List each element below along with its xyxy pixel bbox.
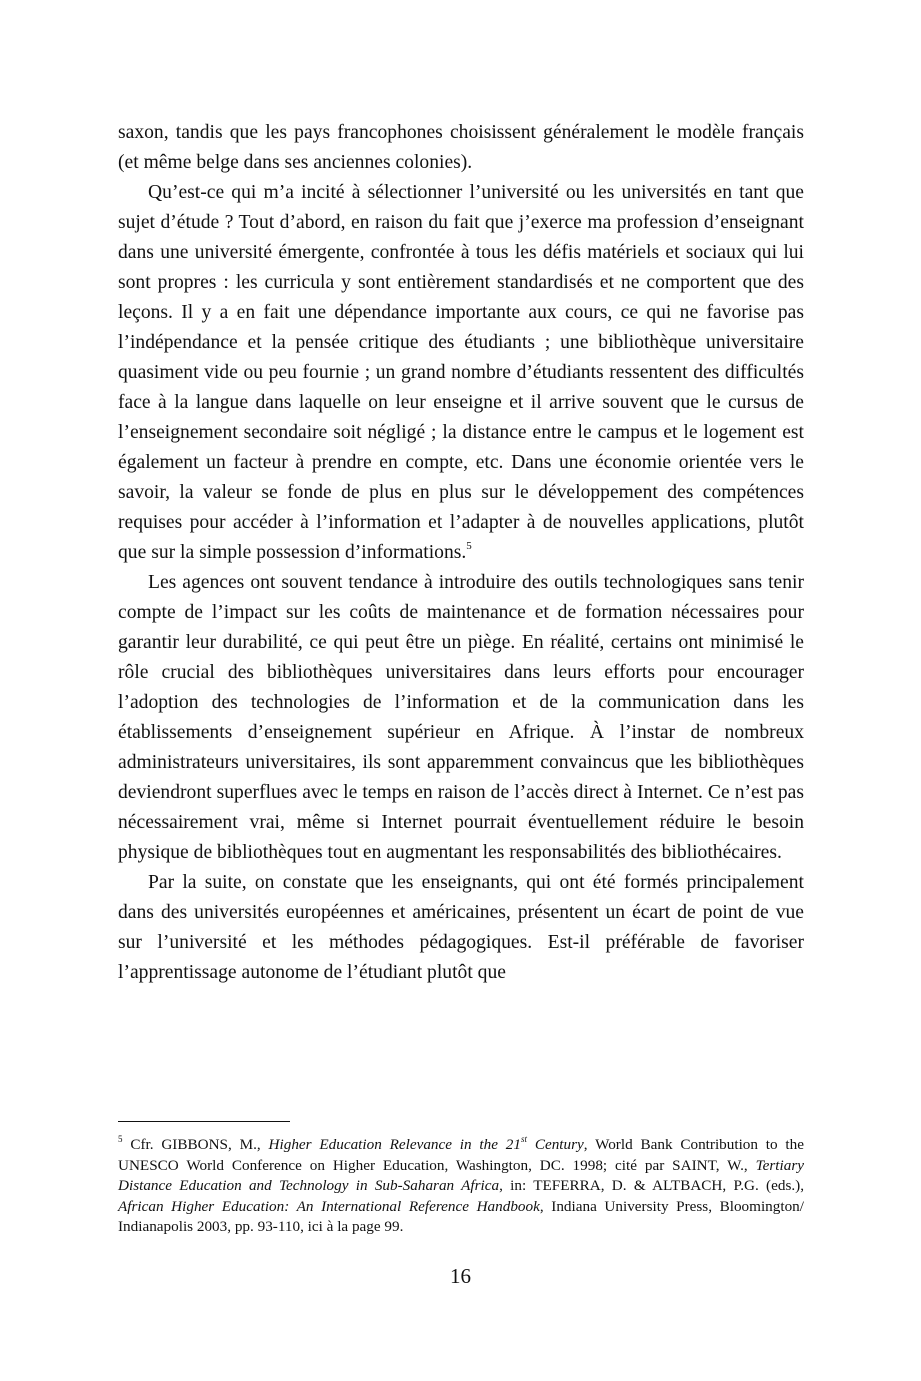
paragraph-continuation: saxon, tandis que les pays francophones choisissent généralement le modèle français (et même belge dans ses anciennes colonies). bbox=[118, 122, 804, 173]
footnote-title-3: African Higher Education: An International Reference Handbook bbox=[118, 1197, 540, 1215]
footnote-title-2: Tertiary Distance Education and Technology in Sub-Saharan Africa bbox=[118, 1156, 804, 1194]
footnote-number: 5 bbox=[118, 1133, 123, 1144]
footnote-separator bbox=[118, 1121, 290, 1122]
page-number: 16 bbox=[450, 1264, 471, 1288]
footnote-title-1: Higher Education Relevance in the 21st Century bbox=[268, 1133, 584, 1153]
body-text bbox=[118, 118, 804, 988]
footnote: $^5$ Cfr. GIBBONS, M., Higher Education Relevance in the 21st Century, World Bank Contribution to the UNESCO World Conference on Higher Education, Washington, DC. 1998; cité par SAINT, W., Tertiary Distance Education and Technology in Sub-Saharan Africa, in: TEFERRA, D. & ALTBACH, P.G. (eds.), African Higher Education: An International Reference Handbook, Indiana University Press, Bloomington/ Indianapolis 2003, pp. 93-110, ici à la page 99. bbox=[118, 1133, 805, 1235]
paragraph-agencies: Les agences ont souvent tendance à introduire des outils technologiques sans tenir compte de l’impact sur les coûts de maintenance et de formation nécessaires pour garantir leur durabilité, ce qui peut être un piège. En réalité, certains ont minimisé le rôle crucial des bibliothèques universitaires dans leurs efforts pour encourager l’adoption des technologies de l’information et de la communication dans les établissements d’enseignement supérieur en Afrique. À l’instar de nombreux administrateurs universitaires, ils sont apparemment convaincus que les bibliothèques deviendront superflues avec le temps en raison de l’accès direct à Internet. Ce n’est pas nécessairement vrai, même si Internet pourrait éventuellement réduire le besoin physique de bibliothèques tout en augmentant les responsabilités des bibliothécaires. bbox=[118, 572, 804, 863]
paragraph-motivation: Qu’est-ce qui m’a incité à sélectionner l’université ou les universités en tant que sujet d’étude ? Tout d’abord, en raison du fait que j’exerce ma profession d’enseignant dans une université émergente, confrontée à tous les défis matériels et sociaux qui lui sont propres : les curricula y sont entièrement standardisés et ne comportent que des leçons. Il y a en fait une dépendance importante aux cours, ce qui ne favorise pas l’indépendance et la pensée critique des étudiants ; une bibliothèque universitaire quasiment vide ou peu fournie ; un grand nombre d’étudiants ressentent des difficultés face à la langue dans laquelle on leur enseigne et il arrive souvent que le cursus de l’enseignement secondaire soit négligé ; la distance entre le campus et le logement est également un facteur à prendre en compte, etc. Dans une économie orientée vers le savoir, la valeur se fonde de plus en plus sur le développement des compétences requises pour accéder à l’information et l’adapter à de nouvelles applications, plutôt que sur la simple possession d’informations.$^5$ bbox=[118, 182, 804, 563]
footnote-reference[interactable]: 5 bbox=[466, 540, 472, 553]
paragraph-teachers: Par la suite, on constate que les enseignants, qui ont été formés principalement dans des universités européennes et américaines, présentent un écart de point de vue sur l’université et les méthodes pédagogiques. Est-il préférable de favoriser l’apprentissage autonome de l’étudiant plutôt que bbox=[118, 872, 804, 983]
